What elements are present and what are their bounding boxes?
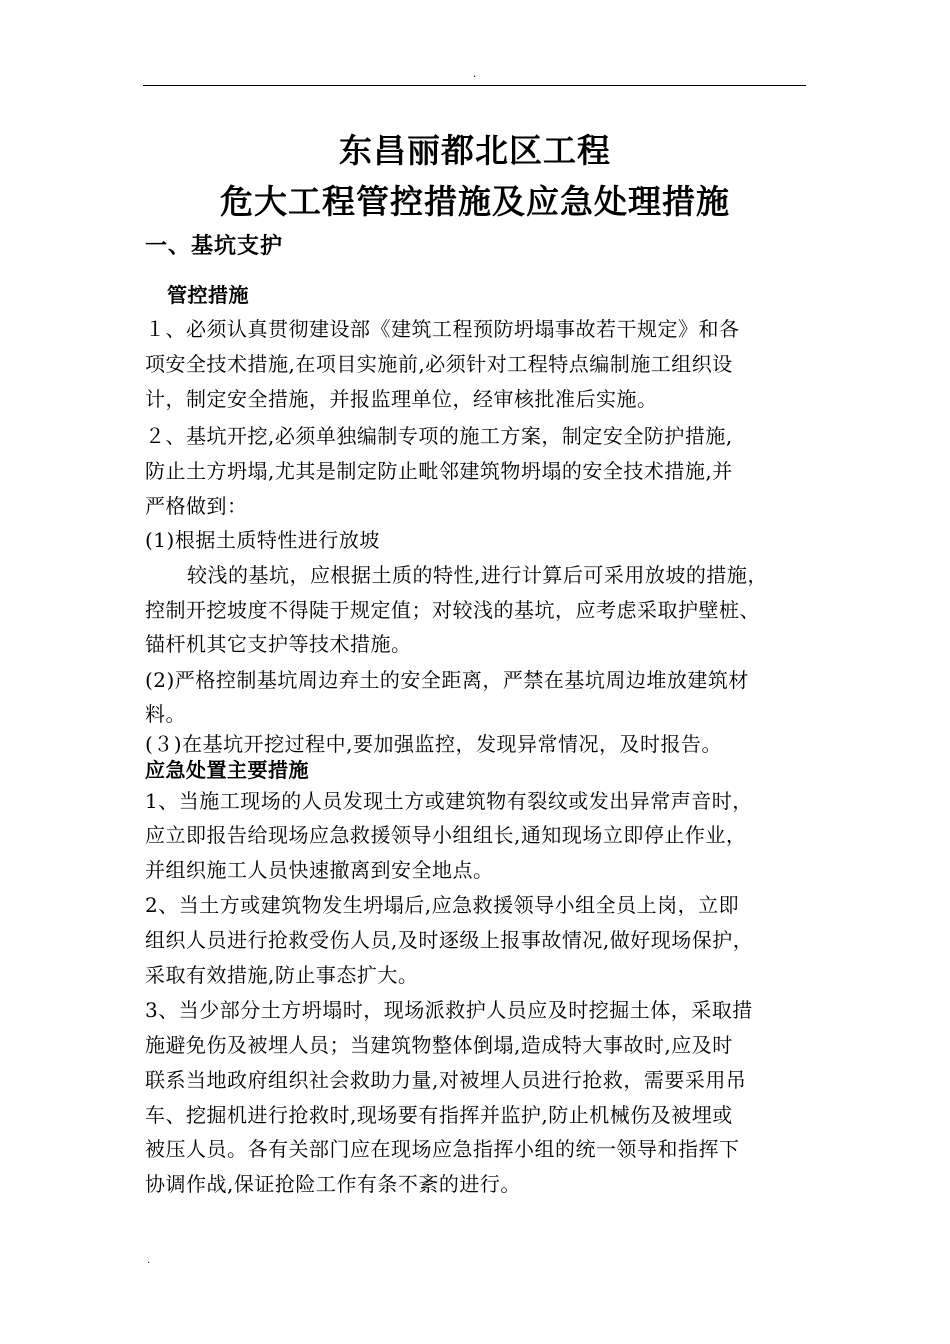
control-line: (2)严格控制基坑周边弃土的安全距离，严禁在基坑周边堆放建筑材: [145, 668, 749, 692]
footer-mark: .: [147, 1255, 151, 1266]
emergency-line: 1、当施工现场的人员发现土方或建筑物有裂纹或发出异常声音时，: [145, 789, 753, 813]
doc-title-line2: 危大工程管控措施及应急处理措施: [220, 182, 730, 221]
control-line: 控制开挖坡度不得陡于规定值；对较浅的基坑，应考虑采取护壁桩、: [145, 598, 760, 622]
control-line: 项安全技术措施,在项目实施前,必须针对工程特点编制施工组织设: [145, 352, 733, 376]
control-line: ２、基坑开挖,必须单独编制专项的施工方案，制定安全防护措施,: [145, 424, 733, 448]
emergency-line: 2、当土方或建筑物发生坍塌后,应急救援领导小组全员上岗，立即: [145, 893, 740, 917]
control-line: 较浅的基坑，应根据土质的特性,进行计算后可采用放坡的措施，: [187, 563, 768, 587]
emergency-line: 施避免伤及被埋人员；当建筑物整体倒塌,造成特大事故时,应及时: [145, 1033, 733, 1057]
control-line: 料。: [145, 702, 186, 726]
emergency-line: 采取有效措施,防止事态扩大。: [145, 963, 419, 987]
control-line: (1)根据土质特性进行放坡: [145, 528, 380, 552]
emergency-line: 应立即报告给现场应急救援领导小组组长,通知现场立即停止作业，: [145, 823, 747, 847]
control-line: 锚杆机其它支护等技术措施。: [145, 632, 412, 656]
emergency-heading: 应急处置主要措施: [145, 758, 309, 782]
section-heading: 一、基坑支护: [145, 234, 284, 259]
header-mark: .: [473, 69, 477, 80]
control-line: 严格做到：: [145, 494, 248, 518]
control-heading: 管控措施: [167, 283, 249, 307]
doc-title-line1: 东昌丽都北区工程: [339, 131, 611, 170]
header-rule: [143, 85, 806, 86]
control-line: (３)在基坑开挖过程中,要加强监控，发现异常情况，及时报告。: [145, 732, 722, 756]
emergency-line: 3、当少部分土方坍塌时，现场派救护人员应及时挖掘土体，采取措: [145, 998, 753, 1022]
control-line: 计，制定安全措施，并报监理单位，经审核批准后实施。: [145, 387, 658, 411]
control-line: １、必须认真贯彻建设部《建筑工程预防坍塌事故若干规定》和各: [145, 317, 740, 341]
emergency-line: 协调作战,保证抢险工作有条不紊的进行。: [145, 1172, 521, 1196]
emergency-line: 被压人员。各有关部门应在现场应急指挥小组的统一领导和指挥下: [145, 1137, 740, 1161]
emergency-line: 联系当地政府组织社会救助力量,对被埋人员进行抢救，需要采用吊: [145, 1068, 747, 1092]
emergency-line: 并组织施工人员快速撤离到安全地点。: [145, 858, 494, 882]
emergency-line: 车、挖掘机进行抢救时,现场要有指挥并监护,防止机械伤及被埋或: [145, 1103, 733, 1127]
control-line: 防止土方坍塌,尤其是制定防止毗邻建筑物坍塌的安全技术措施,并: [145, 459, 733, 483]
emergency-line: 组织人员进行抢救受伤人员,及时逐级上报事故情况,做好现场保护，: [145, 928, 754, 952]
